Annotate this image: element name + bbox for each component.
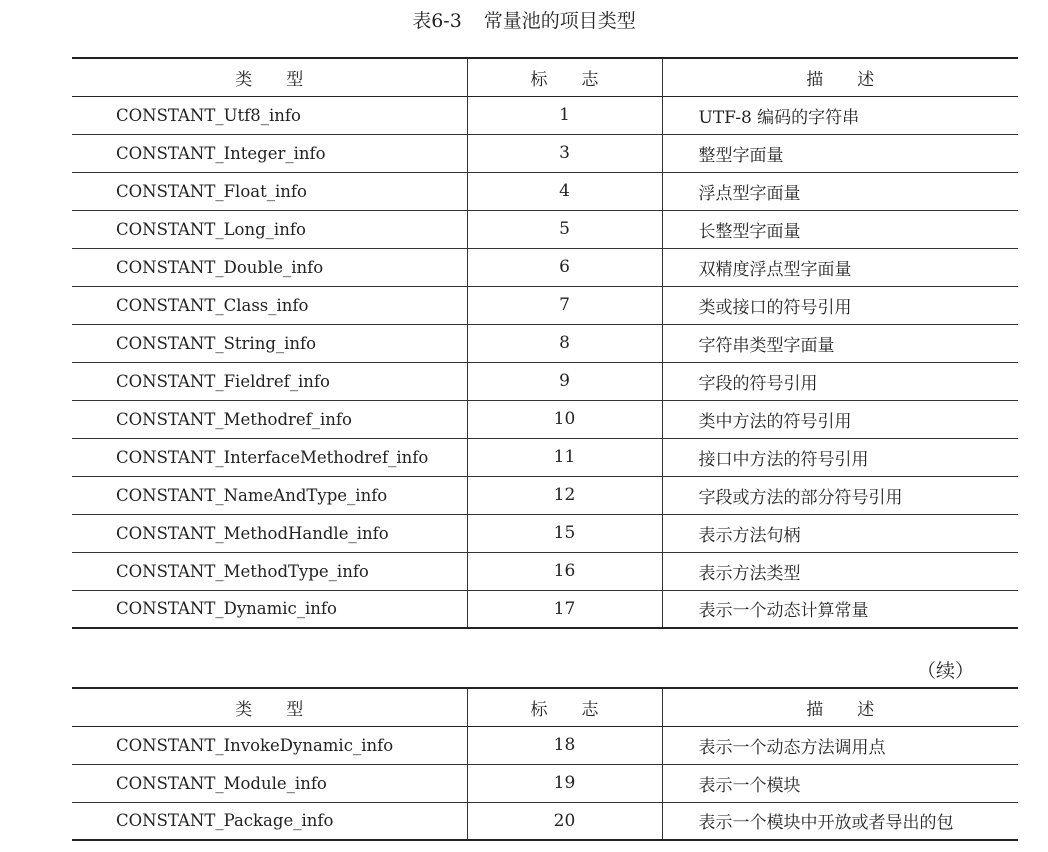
type-cell: CONSTANT_InterfaceMethodref_info	[116, 447, 429, 467]
tag-cell: 6	[467, 248, 662, 286]
table-row	[72, 552, 1018, 590]
desc-cell: 表示一个模块中开放或者导出的包	[698, 813, 954, 834]
table-row	[72, 802, 1018, 840]
desc-cell: 表示方法句柄	[698, 525, 801, 546]
desc-cell: 字符串类型字面量	[698, 335, 835, 356]
tag-cell: 16	[467, 552, 662, 590]
tag-cell: 7	[467, 286, 662, 324]
constant-pool-table-continued	[72, 687, 1018, 841]
table-caption	[0, 6, 1048, 33]
tag-cell: 19	[467, 764, 662, 802]
table-row	[72, 324, 1018, 362]
type-cell: CONSTANT_NameAndType_info	[116, 485, 388, 505]
type-cell: CONSTANT_Module_info	[116, 773, 327, 793]
desc-cell: 表示一个模块	[698, 775, 801, 796]
desc-cell: 双精度浮点型字面量	[698, 259, 852, 280]
table-row	[72, 134, 1018, 172]
type-cell: CONSTANT_Utf8_info	[116, 105, 301, 125]
continued-label: （续）	[916, 660, 974, 682]
desc-cell: 字段的符号引用	[698, 373, 818, 394]
desc-cell: 表示一个动态计算常量	[698, 601, 869, 622]
table-row	[72, 514, 1018, 552]
table-row	[72, 248, 1018, 286]
type-cell: CONSTANT_Double_info	[116, 257, 324, 277]
header-row	[72, 58, 1018, 96]
header-desc: 描 述	[806, 69, 875, 90]
tag-cell: 3	[467, 134, 662, 172]
type-cell: CONSTANT_Fieldref_info	[116, 371, 330, 391]
tag-cell: 15	[467, 514, 662, 552]
desc-cell: 表示一个动态方法调用点	[698, 737, 886, 758]
table-row	[72, 96, 1018, 134]
table-row	[72, 476, 1018, 514]
type-cell: CONSTANT_Integer_info	[116, 143, 326, 163]
tag-cell: 18	[467, 726, 662, 764]
tag-cell: 4	[467, 172, 662, 210]
type-cell: CONSTANT_InvokeDynamic_info	[116, 735, 394, 755]
tag-cell: 1	[467, 96, 662, 134]
table-row	[72, 286, 1018, 324]
table-number: 表6-3	[412, 10, 462, 32]
desc-cell: 接口中方法的符号引用	[698, 449, 869, 470]
tag-cell: 11	[467, 438, 662, 476]
header-tag: 标 志	[467, 688, 662, 726]
desc-cell: UTF-8 编码的字符串	[698, 107, 860, 128]
table-row	[72, 438, 1018, 476]
header-row	[72, 688, 1018, 726]
type-cell: CONSTANT_Float_info	[116, 181, 307, 201]
table-row	[72, 362, 1018, 400]
table-row	[72, 590, 1018, 628]
desc-cell: 字段或方法的部分符号引用	[698, 487, 903, 508]
table-row	[72, 726, 1018, 764]
type-cell: CONSTANT_MethodType_info	[116, 561, 369, 581]
desc-cell: 浮点型字面量	[698, 183, 801, 204]
type-cell: CONSTANT_Dynamic_info	[116, 599, 337, 619]
desc-cell: 表示方法类型	[698, 563, 801, 584]
tag-cell: 17	[467, 590, 662, 628]
header-type: 类 型	[235, 699, 304, 720]
type-cell: CONSTANT_String_info	[116, 333, 317, 353]
desc-cell: 类中方法的符号引用	[698, 411, 852, 432]
header-desc: 描 述	[806, 699, 875, 720]
type-cell: CONSTANT_Long_info	[116, 219, 306, 239]
table-row	[72, 172, 1018, 210]
table-title: 常量池的项目类型	[483, 10, 636, 32]
desc-cell: 整型字面量	[698, 145, 784, 166]
type-cell: CONSTANT_Package_info	[116, 811, 334, 831]
type-cell: CONSTANT_Methodref_info	[116, 409, 352, 429]
tag-cell: 8	[467, 324, 662, 362]
tag-cell: 5	[467, 210, 662, 248]
type-cell: CONSTANT_MethodHandle_info	[116, 523, 389, 543]
tag-cell: 9	[467, 362, 662, 400]
type-cell: CONSTANT_Class_info	[116, 295, 309, 315]
desc-cell: 长整型字面量	[698, 221, 801, 242]
tag-cell: 12	[467, 476, 662, 514]
header-tag: 标 志	[467, 58, 662, 96]
header-type: 类 型	[235, 69, 304, 90]
tag-cell: 10	[467, 400, 662, 438]
desc-cell: 类或接口的符号引用	[698, 297, 852, 318]
tag-cell: 20	[467, 802, 662, 840]
table-row	[72, 400, 1018, 438]
table-row	[72, 210, 1018, 248]
table-row	[72, 764, 1018, 802]
constant-pool-table	[72, 57, 1018, 629]
